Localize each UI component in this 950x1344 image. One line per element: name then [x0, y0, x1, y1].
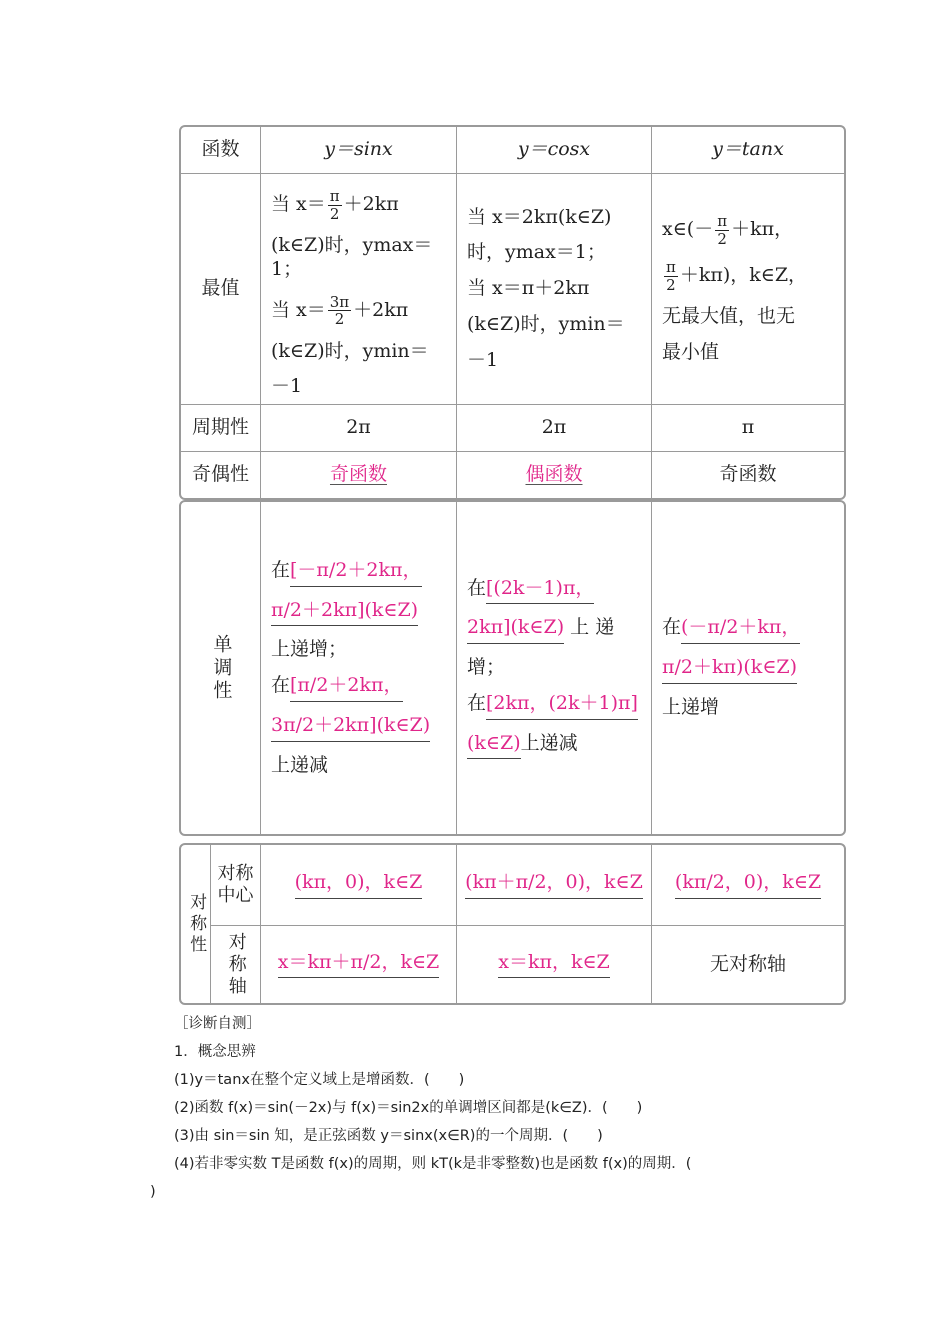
properties-table — [179, 125, 846, 500]
numerator: π — [666, 258, 676, 277]
tan-center: (kπ/2，0)，k∈Z — [675, 871, 821, 899]
text: 当 x＝π＋2kπ — [467, 277, 590, 300]
table-row — [211, 845, 844, 926]
numerator: π — [717, 212, 728, 231]
header-tan: y＝tanx — [712, 138, 784, 161]
statement-4: (4)若非零实数 T是函数 f(x)的周期，则 kT(k是非零整数)也是函数 f(x)的周期．( — [174, 1156, 692, 1172]
extreme-tan — [652, 174, 844, 404]
answer: [2kπ，(2k＋1)π] — [486, 692, 638, 720]
text: 增； — [467, 656, 506, 679]
fraction — [715, 213, 729, 247]
period-label: 周期性 — [181, 405, 261, 451]
text: 上递增 — [662, 695, 720, 718]
text: 上递增； — [271, 638, 348, 661]
answer: π/2＋2kπ](k∈Z) — [271, 599, 418, 627]
monotonicity-sin — [261, 502, 457, 834]
text: 上递减 — [271, 753, 329, 776]
sin-center: (kπ，0)，k∈Z — [295, 871, 423, 899]
text: 在 — [271, 558, 291, 581]
text: 当 x＝ — [271, 193, 326, 215]
header-cos: y＝cosx — [457, 127, 652, 173]
header-label: 函数 — [181, 127, 261, 173]
question-title: 1．概念思辨 — [174, 1044, 256, 1060]
axis-label: 对称轴 — [225, 931, 247, 998]
text: (k∈Z)时，ymin＝ — [271, 339, 429, 362]
extreme-label: 最值 — [181, 174, 261, 404]
parity-label: 奇偶性 — [181, 452, 261, 498]
period-cos: 2π — [457, 405, 652, 451]
table-row — [181, 845, 844, 1003]
answer: 2kπ](k∈Z) — [467, 616, 564, 644]
text: ＋2kπ — [343, 193, 399, 215]
table-row — [211, 926, 844, 1003]
period-sin: 2π — [261, 405, 457, 451]
numerator: 3π — [329, 292, 350, 311]
monotonicity-label: 单调性 — [210, 633, 233, 703]
text: 在 — [467, 691, 487, 714]
answer: 3π/2＋2kπ](k∈Z) — [271, 714, 430, 742]
extreme-cos — [457, 174, 652, 404]
text: 在 — [271, 674, 291, 696]
statement-2: (2)函数 f(x)＝sin(－2x)与 f(x)＝sin2x的单调增区间都是(k∈Z)．( ) — [174, 1100, 643, 1116]
table-row — [181, 405, 844, 452]
statement-3: (3)由 sin＝sin 知，是正弦函数 y＝sinx(x∈R)的一个周期．( ) — [174, 1128, 603, 1144]
parity-sin: 奇函数 — [329, 463, 387, 486]
denominator: 2 — [717, 229, 727, 248]
text: －1 — [271, 375, 303, 398]
section-heading: ［诊断自测］ — [174, 1016, 261, 1032]
text: 在 — [662, 616, 682, 639]
table-row — [181, 127, 844, 174]
text: 在 — [467, 576, 487, 599]
period-tan: π — [741, 416, 755, 439]
cos-center: (kπ＋π/2，0)，k∈Z — [465, 871, 643, 899]
denominator: 2 — [334, 310, 345, 328]
cos-axis: x＝kπ，k∈Z — [498, 951, 610, 979]
text: 上递减 — [520, 731, 578, 754]
monotonicity-table — [179, 500, 846, 836]
statement-4-end: ) — [150, 1184, 156, 1200]
fraction — [328, 188, 342, 222]
text: 当 x＝ — [271, 298, 326, 321]
monotonicity-cos — [457, 502, 652, 834]
text: (k∈Z)时，ymax＝1； — [271, 234, 433, 280]
center-label: 对称中心 — [217, 862, 254, 906]
answer: (－π/2＋kπ， — [681, 616, 800, 644]
extreme-sin — [261, 174, 457, 404]
diagnostic-section — [150, 1010, 830, 1206]
answer: [－π/2＋2kπ， — [290, 559, 421, 587]
parity-cos: 偶函数 — [525, 463, 583, 486]
symmetry-table — [179, 843, 846, 1005]
denominator: 2 — [329, 204, 340, 223]
text: 当 x＝2kπ(k∈Z) — [467, 205, 612, 228]
text: －1 — [467, 348, 499, 371]
tan-axis: 无对称轴 — [709, 952, 786, 975]
monotonicity-tan — [652, 502, 844, 834]
text: 时，ymax＝1； — [467, 241, 606, 264]
answer: [(2k－1)π， — [486, 577, 594, 605]
numerator: π — [329, 187, 340, 205]
text: 无最大值，也无 — [662, 305, 796, 328]
answer: π/2＋kπ)(k∈Z) — [662, 656, 797, 684]
text: 最小值 — [662, 341, 720, 363]
answer: [π/2＋2kπ， — [290, 674, 402, 702]
text: x∈(－ — [662, 218, 714, 241]
symmetry-label: 对称性 — [186, 892, 207, 956]
table-row — [181, 452, 844, 498]
table-row — [181, 502, 844, 834]
header-sin: y＝sinx — [261, 127, 457, 173]
text: ＋2kπ — [353, 298, 409, 321]
text: ＋kπ， — [731, 218, 794, 241]
table-row — [181, 174, 844, 405]
fraction — [664, 259, 678, 293]
fraction — [328, 294, 351, 328]
text: 上 递 — [564, 616, 615, 639]
denominator: 2 — [666, 275, 676, 294]
parity-tan: 奇函数 — [719, 463, 777, 486]
text: ＋kπ)，k∈Z， — [679, 264, 808, 287]
sin-axis: x＝kπ＋π/2，k∈Z — [278, 951, 439, 979]
statement-1: (1)y＝tanx在整个定义域上是增函数．( ) — [174, 1072, 465, 1088]
answer: (k∈Z) — [467, 732, 521, 760]
text: (k∈Z)时，ymin＝ — [467, 312, 625, 335]
